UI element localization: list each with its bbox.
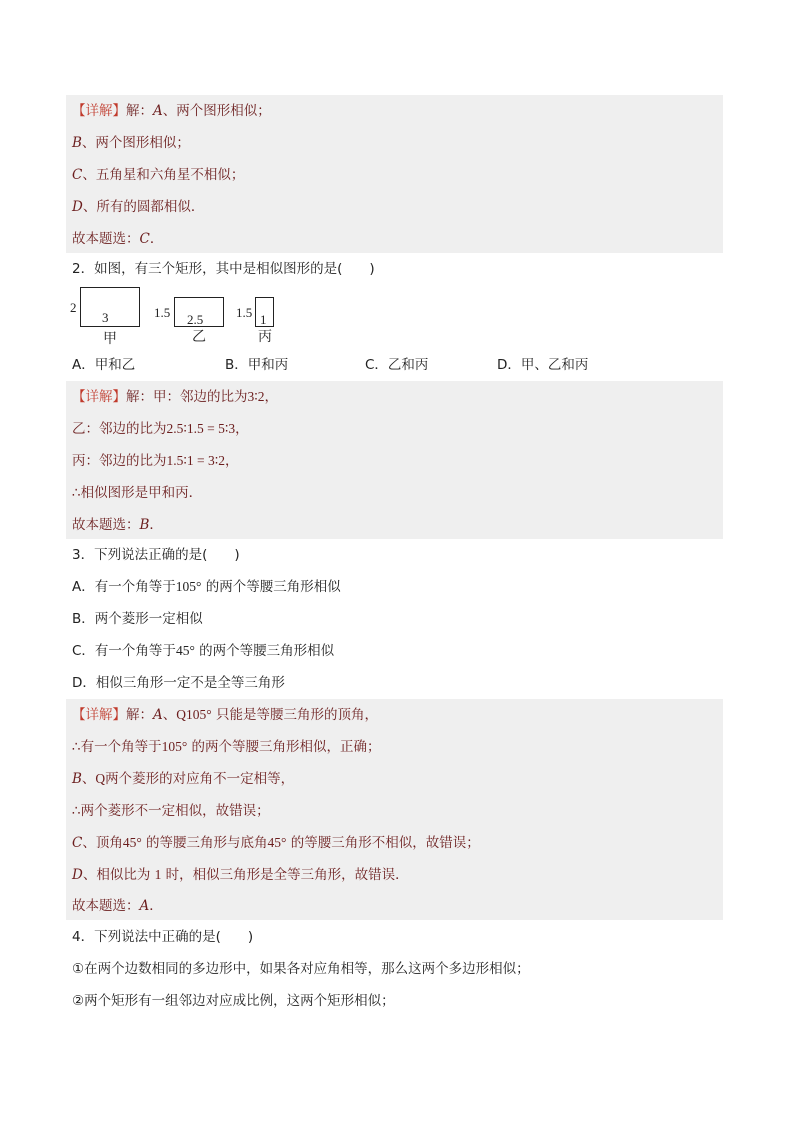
solution-line: 丙：邻边的比为1.5∶1 = 3∶2， xyxy=(72,453,239,469)
solution-line: B、Q两个菱形的对应角不一定相等， xyxy=(72,771,295,787)
question-4-stem: 4．下列说法中正确的是( ) xyxy=(72,929,254,945)
solution-line: ∴有一个角等于105° 的两个等腰三角形相似，正确； xyxy=(72,739,381,755)
option-a: A．甲和乙 xyxy=(72,357,136,373)
rect-b-name: 乙 xyxy=(192,329,206,345)
option-d: D．甲、乙和丙 xyxy=(497,357,589,373)
rect-a xyxy=(80,287,140,327)
rect-c-side-label: 1.5 xyxy=(236,305,253,320)
option-d: D．相似三角形一定不是全等三角形 xyxy=(72,675,285,691)
option-c: C．有一个角等于45° 的两个等腰三角形相似 xyxy=(72,643,335,659)
solution-block-3 xyxy=(66,699,723,920)
solution-line: 【详解】解：A、两个图形相似； xyxy=(72,103,271,119)
solution-line: C、五角星和六角星不相似； xyxy=(72,167,245,183)
answer-line: 故本题选：A． xyxy=(72,898,163,914)
answer-line: 故本题选：C． xyxy=(72,231,164,247)
solution-line: ∴两个菱形不一定相似，故错误； xyxy=(72,803,270,819)
question-3-stem: 3．下列说法正确的是( ) xyxy=(72,547,240,563)
detail-tag: 【详解】 xyxy=(72,707,126,723)
answer-line: 故本题选：B． xyxy=(72,517,163,533)
option-a: A．有一个角等于105° 的两个等腰三角形相似 xyxy=(72,579,341,595)
detail-tag: 【详解】 xyxy=(72,103,126,119)
solution-line: C、顶角45° 的等腰三角形与底角45° 的等腰三角形不相似，故错误； xyxy=(72,835,480,851)
option-c: C．乙和丙 xyxy=(365,357,429,373)
rect-a-name: 甲 xyxy=(103,331,117,347)
statement-1: ①在两个边数相同的多边形中，如果各对应角相等，那么这两个多边形相似； xyxy=(72,961,530,977)
solution-block-1 xyxy=(66,95,723,253)
rect-c-name: 丙 xyxy=(258,329,272,345)
solution-line: ∴相似图形是甲和丙． xyxy=(72,485,203,501)
rect-a-side-label: 2 xyxy=(70,300,77,315)
rect-c-bottom-label: 1 xyxy=(260,312,267,327)
solution-line: 【详解】解：A、Q105° 只能是等腰三角形的顶角， xyxy=(72,707,378,723)
solution-line: B、两个图形相似； xyxy=(72,135,190,151)
solution-line: D、所有的圆都相似． xyxy=(72,199,205,215)
solution-line: 乙：邻边的比为2.5∶1.5 = 5∶3， xyxy=(72,421,249,437)
option-b: B．两个菱形一定相似 xyxy=(72,611,203,627)
solution-line: 【详解】解：甲：邻边的比为3∶2， xyxy=(72,389,279,405)
option-b: B．甲和丙 xyxy=(225,357,289,373)
detail-tag: 【详解】 xyxy=(72,389,126,405)
rect-b-side-label: 1.5 xyxy=(154,305,171,320)
rect-b-bottom-label: 2.5 xyxy=(187,312,204,327)
solution-line: D、相似比为 1 时，相似三角形是全等三角形，故错误． xyxy=(72,867,409,883)
rectangles-figure xyxy=(70,285,290,345)
rect-a-bottom-label: 3 xyxy=(102,310,109,325)
statement-2: ②两个矩形有一组邻边对应成比例，这两个矩形相似； xyxy=(72,993,395,1009)
solution-block-2 xyxy=(66,381,723,539)
question-2-stem: 2．如图，有三个矩形，其中是相似图形的是( ) xyxy=(72,261,375,277)
